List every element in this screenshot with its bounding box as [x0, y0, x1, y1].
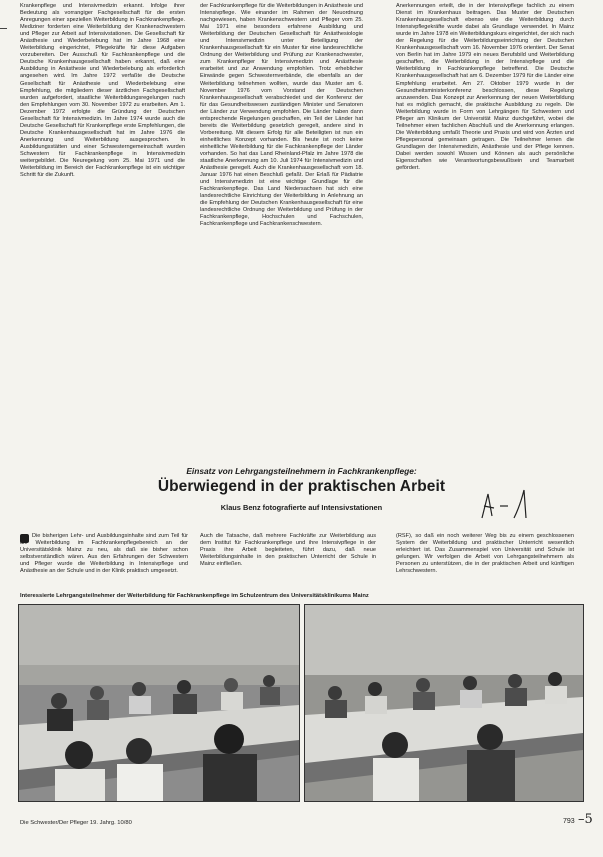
byline: Klaus Benz fotografierte auf Intensivstationen [220, 503, 383, 512]
classroom-photo-left [18, 604, 300, 802]
article-column-2: der Fachkrankenpflege für die Weiterbildungen in Anästhesie und Intensivpflege. Wie einander im Rahmen der Neuordnung nachgewiesen, haben Krankenschwestern und Pfleger vom 25. Mai 1971 eine besonders erfahrene Ausbildung und Weiterbildung der Deutschen Gesellschaft für Anästhesiologie und Intensivmedizin unter Beteiligung der Krankenhausgesellschaft für ein Muster für eine landesrechtliche Ordnung der Weiterbildung und Prüfung zur Krankenschwester, zum Krankenpfleger für Intensivmedizin und Anästhesie erarbeitet und zur Anwendung empfohlen. Trotz erheblicher Einwände gegen Schwesternverbände, die ebenfalls an der Weiterbildung teilnehmen wollten, wurde das Muster am 6. November 1976 vom Vorstand der Deutschen Krankenhausgesellschaft verabschiedet und der Konferenz der für das Gesundheitswesen zuständigen Minister und Senatoren der Länder zur Verwendung empfohlen. Die Länder haben dann entsprechende Regelungen geschaffen, ein Teil der Länder hat bereits die Weiterbildung gesetzlich geregelt, andere sind in Vorbereitung. Mit diesem Erfolg für alle Beteiligten ist nun ein einheitliches Konzept vorhanden. Bis heute ist noch keine einheitliche Weiterbildung für die Fachkrankenpflege der Länder vorhanden. So hat das Land Rheinland-Pfalz im Jahre 1978 die staatliche Anerkennung am 10. Juli 1974 für Intensivmedizin und Anästhesie geregelt. Auch die Krankenhausgesellschaft vom 18. Januar 1976 hat einen Beschluß gefaßt. Der Erlaß für Pädiatrie und Intensivmedizin ist eine wichtige Grundlage für die Fachkrankenpflege. Das Land Niedersachsen hat sich eine landesrechtliche Einrichtung der Weiterbildung in Anlehnung an die Empfehlung der Deutschen Krankenhausgesellschaft für eine landesrechtliche Ordnung der Weiterbildung und Prüfung in der Fachkrankenpflege, Hochschulen und Fachschulen, Fachkrankenpflege und Fachkrankenschwestern. [200, 3, 363, 228]
article-column-3: Anerkennungen erteilt, die in der Intensivpflege fachlich zu einem Dienst im Krankenhaus beitragen. Das Muster der Deutschen Krankenhausgesellschaft ebenso wie die Weiterbildung durch Intensivpflegekräfte wurde dabei als Grundlage verwendet. In Mainz wurde im Jahre 1978 ein Weiterbildungskurs eingerichtet, der sich nach der Regelung für die Weiterbildungseinrichtung der Deutschen Krankenhausgesellschaft vom 16. November 1976 orientiert. Der Senat von Berlin hat im Jahre 1979 ein neues Berufsbild und Weiterbildung geschaffen, die Weiterbildung in der Intensivpflege und die Weiterbildung in Fachkrankenpflege betreffend. Die Deutsche Krankenhausgesellschaft hat am 6. Dezember 1979 für die Länder eine Empfehlung erarbeitet. Am 27. Oktober 1979 wurde in der Gesundheitsministerkonferenz beschlossen, diese Regelung anzuwenden. Das Konzept zur Anerkennung der neuen Weiterbildung hat es möglich gemacht, die praktische Ausbildung zu regeln. Die Weiterbildung wurde in Form von Lehrgängen für Schwestern und Pfleger am Klinikum der Universität Mainz durchgeführt, wobei die Teilnehmer einen fachlichen Abschluß und die Anerkennung erlangen. Die Weiterbildung umfaßt Theorie und Praxis und wird von Ärzten und Pflegepersonal gemeinsam getragen. Die Teilnehmer lernen die Grundlagen der Intensivmedizin, Anästhesie und der Pflege kennen. Dabei werden sowohl Wissen und Können als auch persönliche Eigenschaften wie Verantwortungsbewußtsein und Teamarbeit gefördert. [396, 3, 574, 172]
page-mark: –5 [578, 812, 593, 827]
photo-caption: Interessierte Lehrgangsteilnehmer der Weiterbildung für Fachkrankenpflege im Schulzentrum des Universitätsklinikums Mainz [20, 593, 369, 599]
page-number: 793 [563, 818, 575, 825]
headline: Überwiegend in der praktischen Arbeit [157, 478, 446, 495]
handwritten-annotation [472, 486, 542, 522]
body-column-1: Die bisherigen Lehr- und Ausbildungsinhalte sind zum Teil für die Weiterbildung im Fachkrankenpflegebereich an der Universitätsklinik Mainz zu neu, als daß sie bisher schon selbstverständlich wären. Aus den Erfahrungen der Schwestern und Pfleger wurde die Weiterbildung in Intensivpflege und Anästhesie an der Schule und in der Klinik praktisch umgesetzt. [20, 533, 188, 575]
footer-journal: Die Schwester/Der Pfleger 19. Jahrg. 10/80 [20, 820, 132, 826]
body-column-2: Auch die Tatsache, daß mehrere Fachkräfte zur Weiterbildung aus dem Institut für Fachkrankenpflege und ihre Intensivpflege in der Praxis ihre Arbeit begleiteten, führt dazu, daß neue Weiterbildungsinhalte in den praktischen Unterricht der Schule in Mainz einfließen. [200, 533, 376, 568]
margin-tick [0, 28, 7, 29]
classroom-photo-right [304, 604, 584, 802]
article-column-1: Krankenpflege und Intensivmedizin erkannt. Infolge ihrer Bedeutung als vorrangiger Fachgesellschaft für die ersten Anregungen einer speziellen Weiterbildung in Fachkrankenpflege. Mediziner forderten eine Weiterbildung der Krankenschwestern und Pfleger zur Arbeit auf Intensivstationen. Die Gesellschaft für Anästhesie und Wiederbelebung hat im Jahre 1968 eine Weiterbildung eingerichtet, Pflegekräfte für diese Aufgaben vorzubereiten. Der Ausschuß für Fachkrankenpflege und die Deutsche Krankenhausgesellschaft haben erkannt, daß eine Ausbildung in Anästhesie und Wiederbelebung als erforderlich angesehen wird. Im Jahre 1972 verfaßte die Deutsche Gesellschaft für Anästhesie und Wiederbelebung eine Empfehlung, die mitgliedern dieser ärztlichen Fachgesellschaft wurden aufgefordert, staatliche Weiterbildungsregelungen nach den Empfehlungen vom 30. November 1972 zu erarbeiten. Am 1. Dezember 1972 erfolgte die Gründung der Deutschen Gesellschaft für Intensivmedizin. Im Jahre 1974 wurde auch die Deutsche Gesellschaft für Krankenpflege erste Empfehlungen, die Deutsche Krankenhausgesellschaft hat im Jahre 1976 die Anerkennung und Weiterbildung ausgesprochen. In Ausbildungsstätten und einer Schwesterngemeinschaft wurden Schwestern für Fachkrankenpflege in Intensivmedizin weitergebildet. Die Neuregelung vom 25. Mai 1971 und die Weiterbildung im Bereich der Fachkrankenpflege ist ein wichtiger Schritt für die Zukunft. [20, 3, 185, 179]
body-column-3: (RSF), so daß ein noch weiterer Weg bis zu einem geschlossenen System der Weiterbildung und praktischer Unterricht wesentlich erleichtert ist. Das Zusammenspiel von Universität und Schule ist gelungen. Wir verfolgen die Arbeit von Lehrgangsteilnehmern als Personen zu unterstützen, die in der praktischen Arbeit und künftigen Lehrschwestern. [396, 533, 574, 575]
headline-kicker: Einsatz von Lehrgangsteilnehmern in Fachkrankenpflege: [186, 466, 417, 476]
